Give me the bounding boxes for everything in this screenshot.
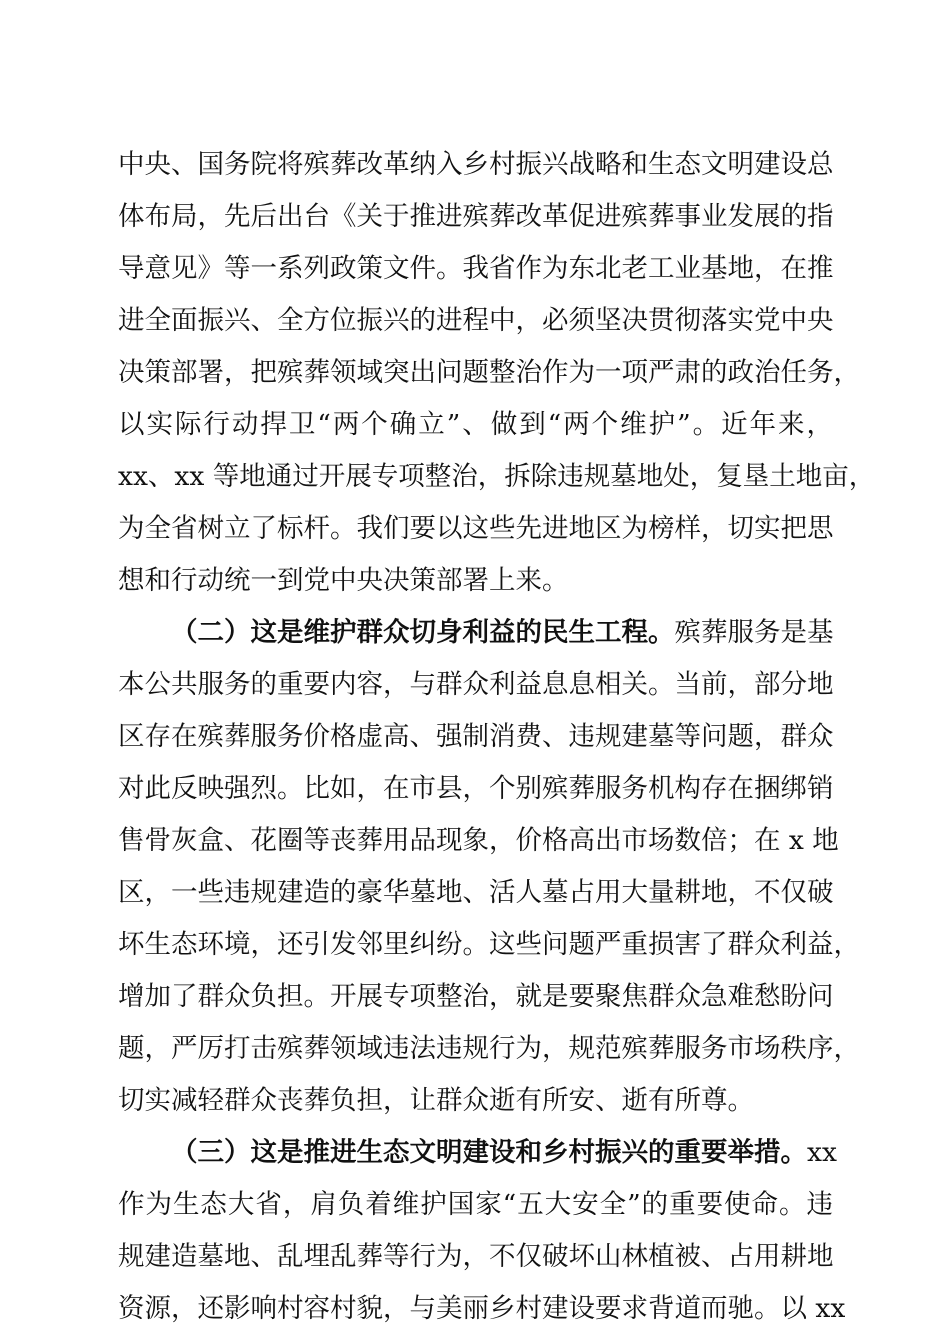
- section-3-first-line-text: xx: [807, 1137, 837, 1168]
- paragraph-line: 中央、国务院将殡葬改革纳入乡村振兴战略和生态文明建设总: [118, 149, 834, 180]
- section-2-first-line: [118, 607, 833, 659]
- paragraph-line: 坏生态环境，还引发邻里纠纷。这些问题严重损害了群众利益，: [118, 929, 860, 960]
- paragraph-line: 体布局，先后出台《关于推进殡葬改革促进殡葬事业发展的指: [118, 201, 834, 232]
- document-body: [118, 139, 876, 1335]
- paragraph-line: 对此反映强烈。比如，在市县，个别殡葬服务机构存在捆绑销: [118, 773, 834, 804]
- paragraph-line: 资源，还影响村容村貌，与美丽乡村建设要求背道而驰。以 xx: [118, 1293, 846, 1324]
- section-3-first-line: [118, 1127, 837, 1179]
- section-2-heading: （二）这是维护群众切身利益的民生工程。: [171, 617, 675, 648]
- paragraph-line: 规建造墓地、乱埋乱葬等行为，不仅破坏山林植被、占用耕地: [118, 1241, 834, 1272]
- section-3-heading: （三）这是推进生态文明建设和乡村振兴的重要举措。: [171, 1137, 807, 1168]
- paragraph-line: 切实减轻群众丧葬负担，让群众逝有所安、逝有所尊。: [118, 1085, 754, 1116]
- paragraph-line: 导意见》等一系列政策文件。我省作为东北老工业基地，在推: [118, 253, 834, 284]
- paragraph-line: xx、xx 等地通过开展专项整治，拆除违规墓地处，复垦土地亩，: [118, 461, 876, 492]
- paragraph-line: 作为生态大省，肩负着维护国家“五大安全”的重要使命。违: [118, 1189, 833, 1220]
- paragraph-line: 以实际行动捍卫“两个确立”、做到“两个维护”。近年来，: [118, 409, 833, 440]
- paragraph-line: 题，严厉打击殡葬领域违法违规行为，规范殡葬服务市场秩序，: [118, 1033, 860, 1064]
- paragraph-line: 想和行动统一到党中央决策部署上来。: [118, 565, 569, 596]
- paragraph-line: 区存在殡葬服务价格虚高、强制消费、违规建墓等问题，群众: [118, 721, 834, 752]
- section-2-first-line-text: 殡葬服务是基: [674, 617, 834, 648]
- paragraph-line: 进全面振兴、全方位振兴的进程中，必须坚决贯彻落实党中央: [118, 305, 834, 336]
- paragraph-line: 售骨灰盒、花圈等丧葬用品现象，价格高出市场数倍；在 x 地: [118, 825, 839, 856]
- paragraph-line: 本公共服务的重要内容，与群众利益息息相关。当前，部分地: [118, 669, 834, 700]
- paragraph-line: 区，一些违规建造的豪华墓地、活人墓占用大量耕地，不仅破: [118, 877, 834, 908]
- paragraph-line: 增加了群众负担。开展专项整治，就是要聚焦群众急难愁盼问: [118, 981, 834, 1012]
- paragraph-line: 决策部署，把殡葬领域突出问题整治作为一项严肃的政治任务，: [118, 357, 860, 388]
- paragraph-line: 为全省树立了标杆。我们要以这些先进地区为榜样，切实把思: [118, 513, 834, 544]
